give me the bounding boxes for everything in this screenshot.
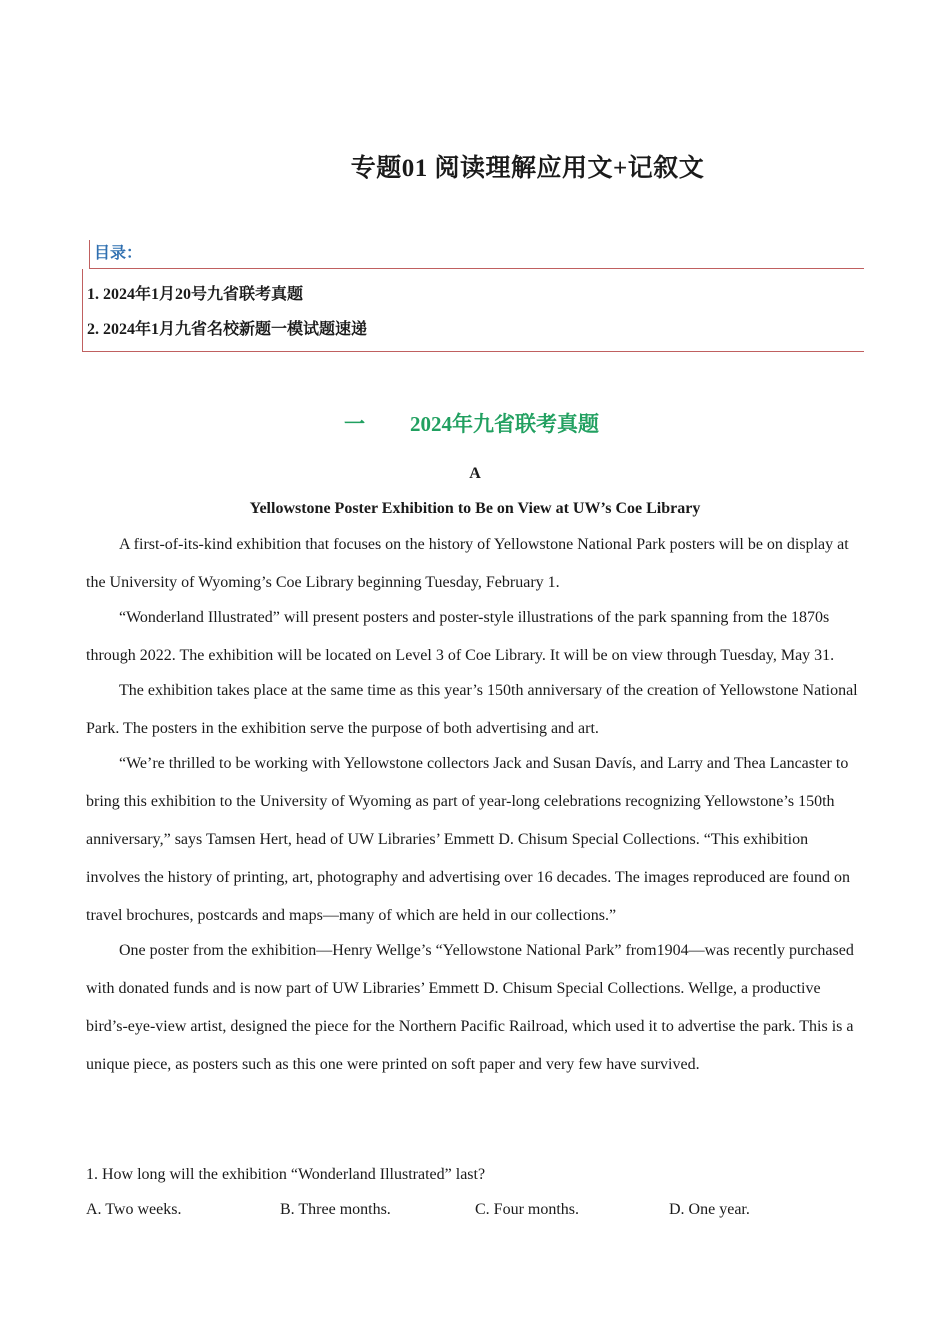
paragraph: “Wonderland Illustrated” will present posters and poster-style illustrations of the park spanning from the 1870s through 2022. The exhibition will be located on Level 3 of Coe Library. It will be on view through Tuesday, May 31. <box>86 609 835 664</box>
toc-list <box>82 269 864 352</box>
paragraph: The exhibition takes place at the same time as this year’s 150th anniversary of the creation of Yellowstone National Park. The posters in the exhibition serve the purpose of both advertising and art. <box>86 682 858 737</box>
toc-item-2[interactable]: 2. 2024年1月九省名校新题一模试题速递 <box>87 321 368 338</box>
passage-letter: A <box>469 465 481 482</box>
paragraph: “We’re thrilled to be working with Yellowstone collectors Jack and Susan Davís, and Larry and Thea Lancaster to bring this exhibition to the University of Wyoming as part of year-long celebrations recognizing Yellowstone’s 150th anniversary,” says Tamsen Hert, head of UW Libraries’ Emmett D. Chisum Special Collections. “This exhibition involves the history of printing, art, photography and advertising over 16 decades. The images reproduced are found on travel brochures, postcards and maps—many of which are held in our collections.” <box>86 755 850 924</box>
option-a: A. Two weeks. <box>86 1201 182 1218</box>
table-of-contents <box>82 240 864 352</box>
section-number: 一 <box>344 412 365 436</box>
section-title: 2024年九省联考真题 <box>410 412 599 436</box>
question-text: 1. How long will the exhibition “Wonderland Illustrated” last? <box>86 1166 486 1183</box>
toc-label: 目录： <box>89 240 864 269</box>
paragraph: A first-of-its-kind exhibition that focuses on the history of Yellowstone National Park posters will be on display at the University of Wyoming’s Coe Library beginning Tuesday, February 1. <box>86 536 849 591</box>
option-c: C. Four months. <box>475 1201 580 1218</box>
paragraph: One poster from the exhibition—Henry Wellge’s “Yellowstone National Park” from1904—was recently purchased with donated funds and is now part of UW Libraries’ Emmett D. Chisum Special Collections. Wellge, a productive bird’s-eye-view artist, designed the piece for the Northern Pacific Railroad, which used it to advertise the park. This is a unique piece, as posters such as this one were printed on soft paper and very few have survived. <box>86 942 854 1073</box>
page-title: 专题01 阅读理解应用文+记叙文 <box>350 155 705 182</box>
section-heading <box>344 408 599 438</box>
passage-title: Yellowstone Poster Exhibition to Be on View at UW’s Coe Library <box>249 500 701 517</box>
option-d: D. One year. <box>669 1201 750 1218</box>
option-b: B. Three months. <box>280 1201 391 1218</box>
toc-item-1[interactable]: 1. 2024年1月20号九省联考真题 <box>87 286 304 303</box>
passage-body <box>86 526 866 1081</box>
